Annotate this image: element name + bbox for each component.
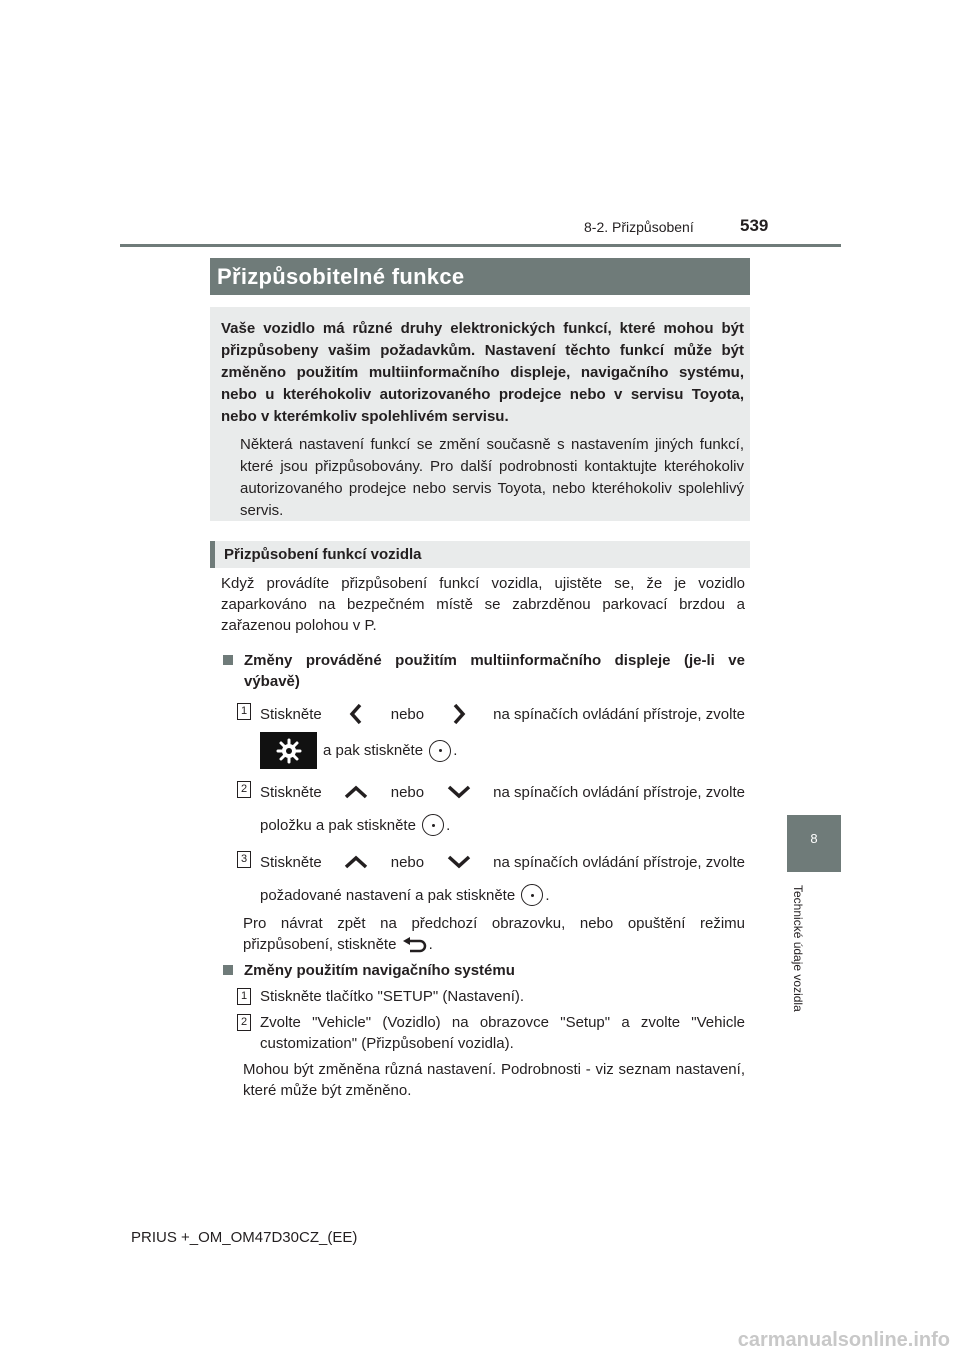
ok-button-icon [429,740,451,762]
chapter-label: Technické údaje vozidla [791,885,805,1012]
step-2: 2 Stiskněte nebo na spínačích ovládání přístroje, zvolte položku a pak stiskněte . [221,779,745,836]
chevron-right-icon [444,701,474,727]
watermark: carmanualsonline.info [737,1329,950,1351]
intro-box [210,307,750,521]
chevron-up-icon [341,849,371,875]
chevron-down-icon [444,779,474,805]
settings-gear-icon [260,732,317,769]
step-3: 3 Stiskněte nebo na spínačích ovládání přístroje, zvolte požadované nastavení a pak stiskněte . [221,849,745,906]
page-title: Přizpůsobitelné funkce [210,258,750,295]
bullet-square-icon [223,965,233,975]
step-1: 1 Stiskněte nebo na spínačích ovládání přístroje, zvolte a pak stiskněte . [221,701,745,769]
section-header: 8-2. Přizpůsobení [584,219,694,235]
ok-button-icon [521,884,543,906]
step-number: 2 [237,781,251,798]
bullet-heading-navigation: Změny použitím navigačního systému [221,960,745,981]
nav-step-1: 1 Stiskněte tlačítko "SETUP" (Nastavení). [221,986,745,1007]
chevron-up-icon [341,779,371,805]
step-number: 1 [237,988,251,1005]
chevron-down-icon [444,849,474,875]
subsection-title: Přizpůsobení funkcí vozidla [210,541,750,568]
back-arrow-icon [401,936,429,954]
step-number: 3 [237,851,251,868]
main-content [221,573,745,1101]
navigation-note: Mohou být změněna různá nastavení. Podrobnosti - viz seznam nastavení, které může být změněno. [243,1061,745,1099]
step-number: 2 [237,1014,251,1031]
document-footer: PRIUS +_OM_OM47D30CZ_(EE) [131,1229,358,1246]
bullet-heading-multi-info: Změny prováděné použitím multiinformačního displeje (je-li ve výbavě) [221,650,745,692]
page-number: 539 [740,216,769,235]
chevron-left-icon [341,701,371,727]
header-rule [120,244,841,247]
ok-button-icon [422,814,444,836]
subsection-intro: Když provádíte přizpůsobení funkcí vozidla, ujistěte se, že je vozidlo zaparkováno na bezpečném místě se zabrzděnou parkovací brzdou a zařazenou polohou v P. [221,575,745,634]
bullet-square-icon [223,655,233,665]
step-number: 1 [237,703,251,720]
intro-bold-text: Vaše vozidlo má různé druhy elektronických funkcí, které mohou být přizpůsobeny vašim požadavkům. Nastavení těchto funkcí může být změněno použitím multiinformačního displeje, navigačního systému, nebo u kteréhokoliv autorizovaného prodejce nebo v servisu Toyota, nebo v kterémkoliv spolehlivém servisu. [221,320,744,425]
multi-info-note: Pro návrat zpět na předchozí obrazovku, nebo opuštění režimu přizpůsobení, stiskněte . [243,915,745,953]
chapter-tab: 8 [787,815,841,872]
nav-step-2: 2 Zvolte "Vehicle" (Vozidlo) na obrazovce "Setup" a zvolte "Vehicle customization" (Přizpůsobení vozidla). [221,1012,745,1054]
intro-normal-text: Některá nastavení funkcí se změní současně s nastavením jiných funkcí, které jsou přizpůsobovány. Pro další podrobnosti kontaktujte kteréhokoliv autorizovaného prodejce nebo servis Toyota, nebo kteréhokoliv spolehlivý servis. [240,436,744,519]
